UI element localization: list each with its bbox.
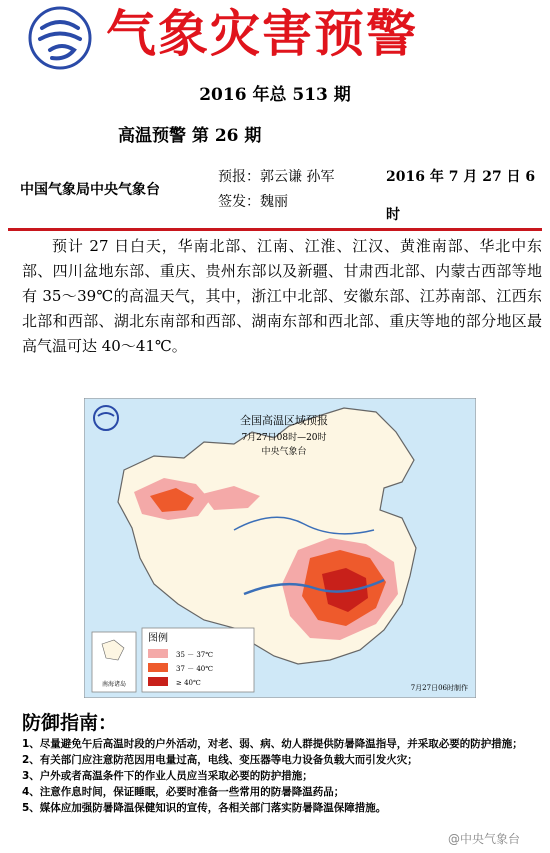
legend-label-1: 35 － 37℃ [176,651,214,659]
inset-label: 南海诸岛 [101,681,127,688]
guide-item: 4、注意作息时间，保证睡眠，必要时准备一些常用的防暑降温药品； [22,786,345,798]
forecasters: 预报：郭云谦 孙军 [218,169,335,185]
forecaster-block [218,165,334,215]
guide-list [22,736,542,816]
bulletin-text: 预计 27 日白天，华南北部、江南、江淮、江汉、黄淮南部、华北中东部、四川盆地东部、重庆、贵州东部以及新疆、甘肃西北部、内蒙古西部等地有 35～39℃的高温天气，其中，浙江中北部、安徽东部、江苏南部、江西东北部和西部、湖北东南部和西部、湖南东部和西北部、重庆等地的部分地区最高气温可达 40～41℃。 [22,237,542,355]
legend-swatch-3 [148,677,168,686]
map-title: 全国高温区域预报 [240,414,328,427]
guide-item: 5、媒体应加强防暑降温保健知识的宣传，各相关部门落实防暑降温保障措施。 [22,802,387,814]
warning-subtitle: 高温预警 第 26 期 [118,126,262,146]
header [0,0,550,78]
heat-forecast-map [84,398,476,698]
guide-item: 1、尽量避免午后高温时段的户外活动，对老、弱、病、幼人群提供防暑降温指导，并采取必要的防护措施； [22,738,523,750]
map-svg [84,398,476,698]
legend-label-2: 37 － 40℃ [176,665,214,673]
map-source: 中央气象台 [261,447,307,457]
map-stamp: 7月27日06时制作 [410,684,468,692]
legend-label-3: ≥ 40℃ [176,679,201,687]
legend-swatch-1 [148,649,168,658]
guide-item: 2、有关部门应注意防范因用电量过高，电线、变压器等电力设备负载大而引发火灾； [22,754,418,766]
divider [8,228,542,231]
guide-title: 防御指南： [22,712,118,734]
legend-swatch-2 [148,663,168,672]
organization: 中国气象局中央气象台 [20,182,160,198]
issuer: 签发：魏丽 [218,194,288,210]
guide-item: 3、户外或者高温条件下的作业人员应当采取必要的防护措施； [22,770,313,782]
issue-number: 2016 年总 513 期 [199,85,351,105]
map-time-range: 7月27日08时—20时 [241,433,327,443]
cma-logo-icon [28,6,92,70]
legend-title: 图例 [148,633,168,644]
page-title: 气象灾害预警 [106,4,418,63]
watermark: @中央气象台 [448,832,521,846]
issue-date: 2016 年 7 月 27 日 6 时 [386,169,536,223]
